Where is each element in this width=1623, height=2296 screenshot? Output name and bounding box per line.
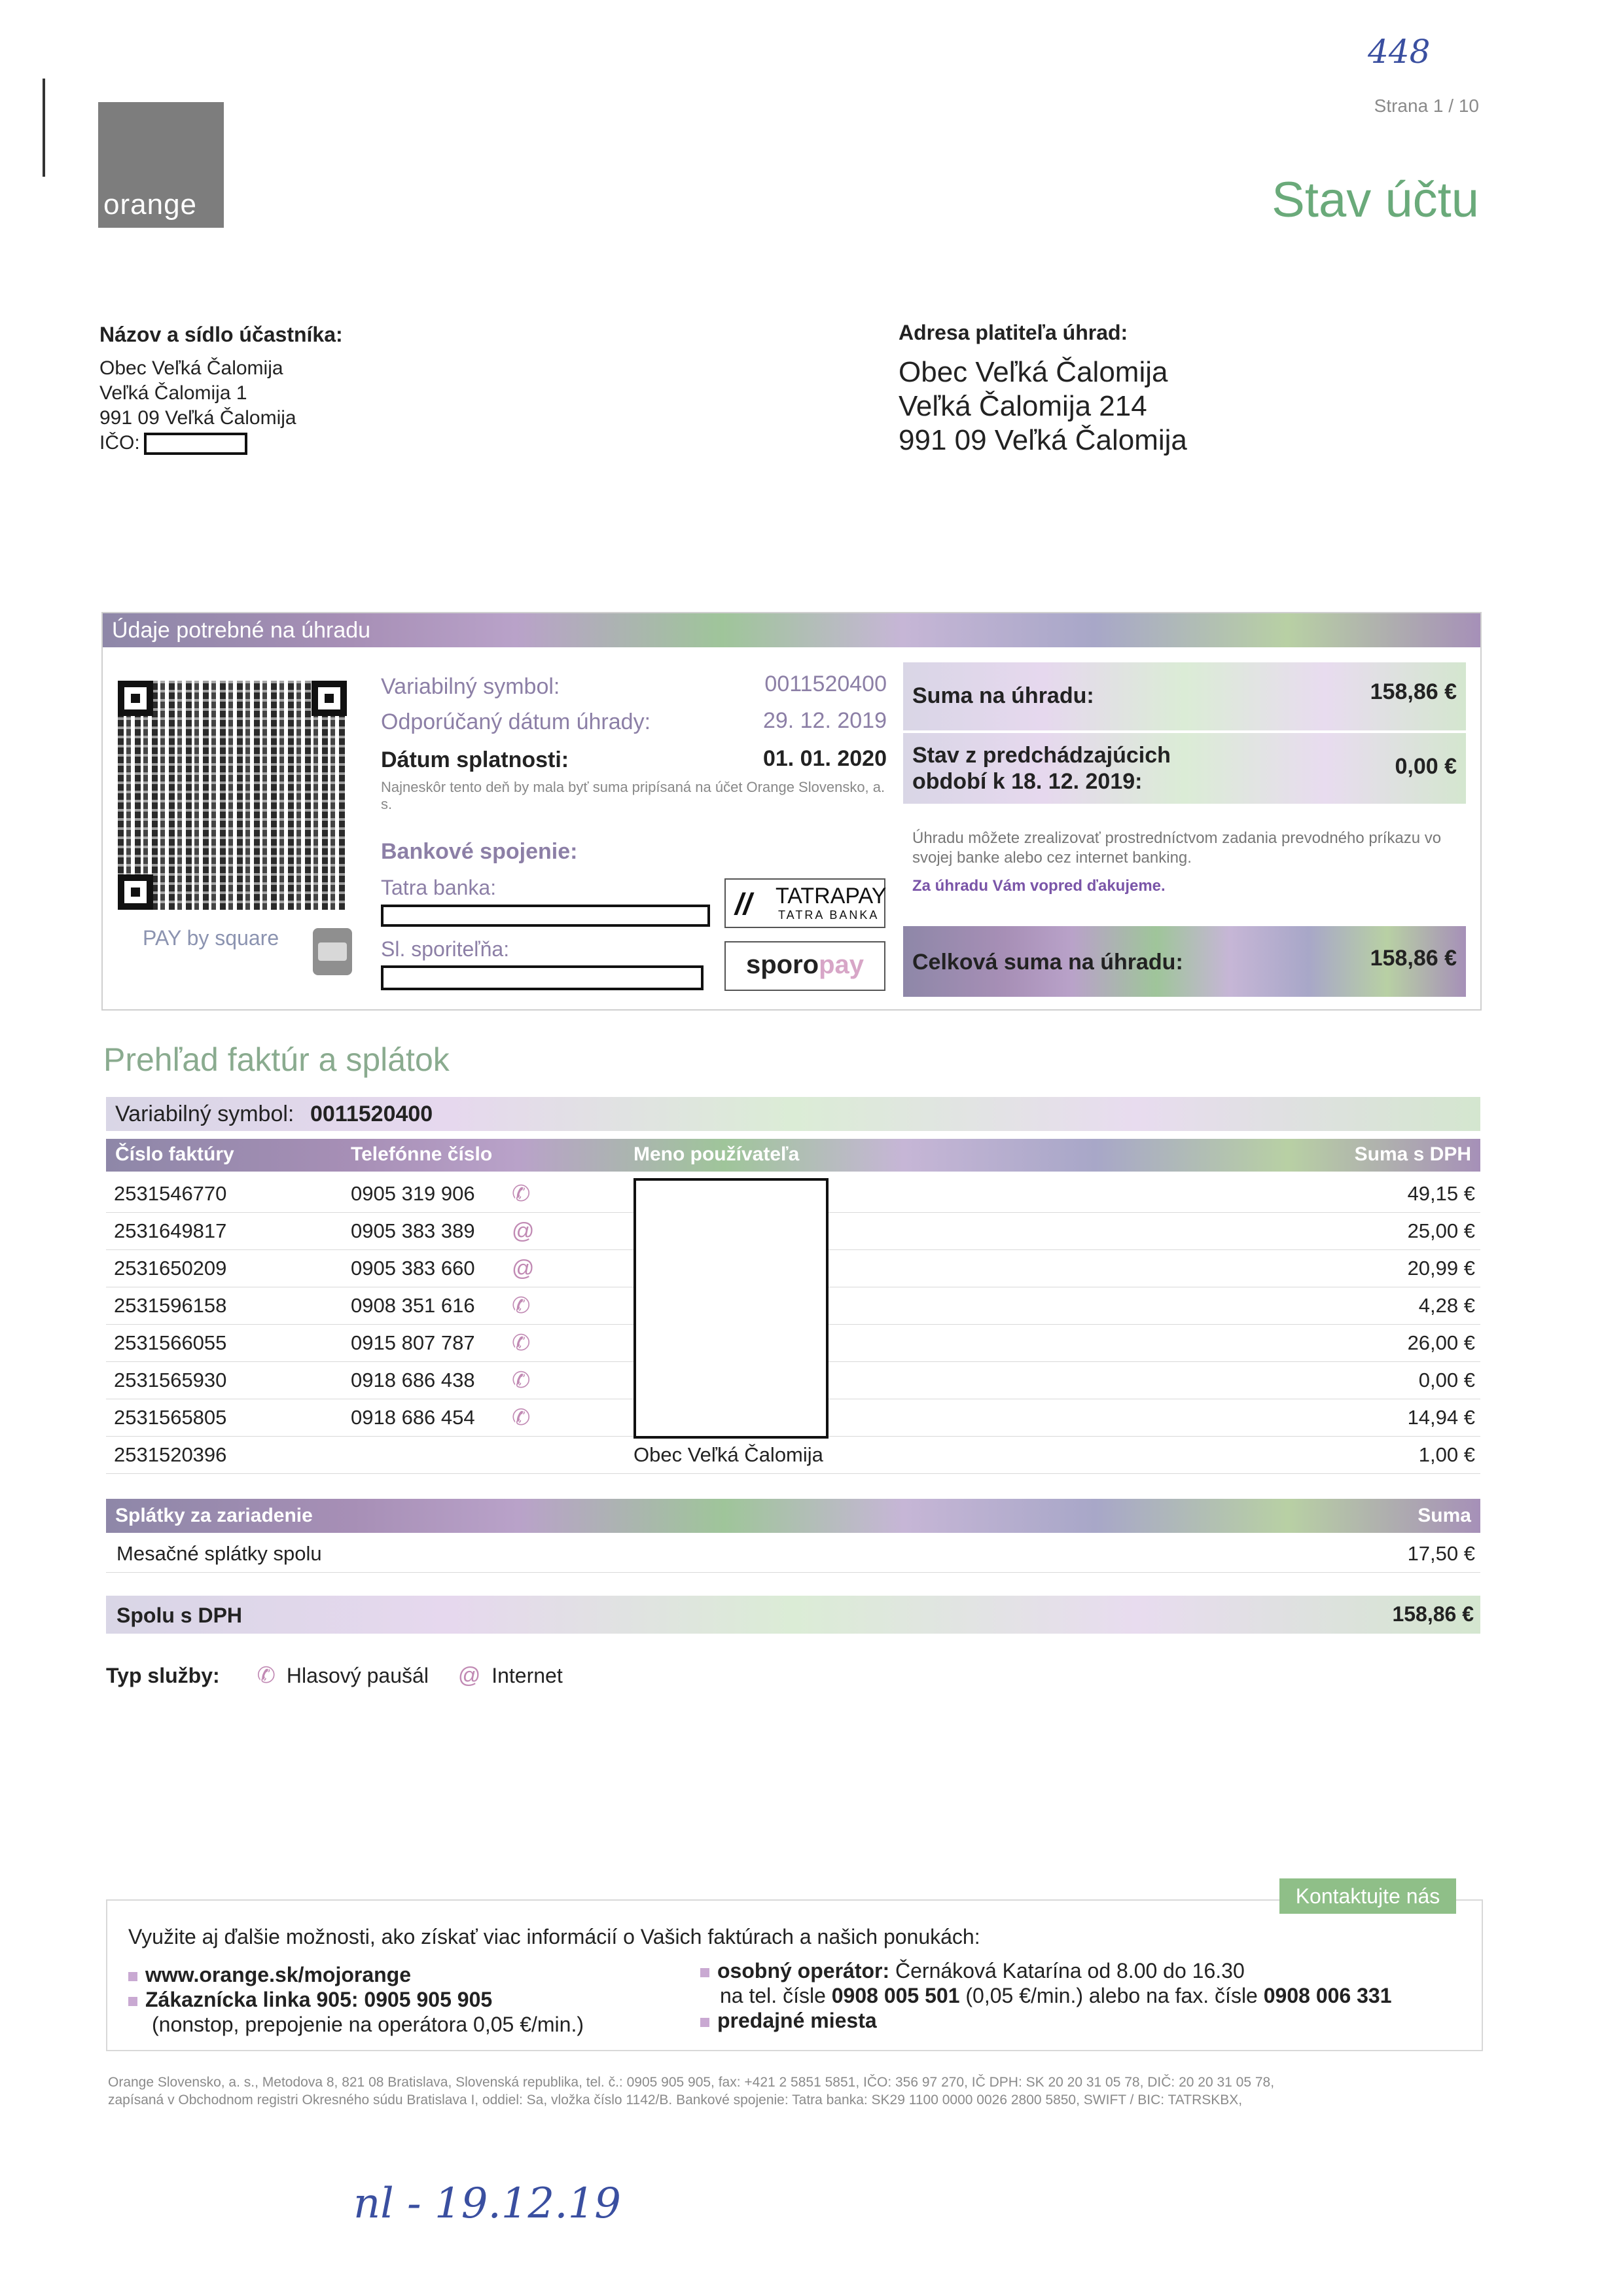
subscriber-street: Veľká Čalomija 1	[99, 382, 247, 404]
phone-number: 0905 319 906	[351, 1182, 475, 1205]
handwritten-number: 448	[1368, 33, 1431, 71]
operator-fax: 0908 006 331	[1263, 1984, 1392, 2007]
invoice-table-header	[106, 1139, 1480, 1172]
installments-row	[106, 1535, 1480, 1573]
qr-finder-tr	[312, 681, 347, 716]
total-value: 158,86 €	[1370, 946, 1457, 971]
col-user: Meno používateľa	[633, 1143, 800, 1165]
sporitelna-label: Sl. sporiteľňa:	[381, 937, 510, 961]
qr-code	[118, 681, 347, 910]
ico-redaction	[144, 433, 247, 455]
previous-balance-box	[903, 733, 1466, 804]
contact-right	[700, 1958, 1391, 2033]
hotline-note: (nonstop, prepojenie na operátora 0,05 €/min.)	[152, 2013, 584, 2036]
bullet-icon	[128, 1972, 137, 1981]
operator-text: Černáková Katarína od 8.00 do 16.30	[895, 1959, 1245, 1982]
payer-street: Veľká Čalomija 214	[899, 390, 1147, 422]
table-row	[106, 1437, 1480, 1474]
operator-phone-mid: (0,05 €/min.) alebo na fax. čísle	[965, 1984, 1258, 2007]
bullet-icon	[128, 1997, 137, 2006]
user-names-redaction	[633, 1178, 829, 1439]
payer-block	[899, 321, 1187, 457]
invoice-amount: 25,00 €	[1407, 1219, 1475, 1242]
payment-band	[103, 613, 1480, 647]
footer	[108, 2073, 1482, 2109]
phone-icon: ✆	[512, 1293, 531, 1318]
invoice-number: 2531596158	[114, 1294, 227, 1317]
subscriber-label: Názov a sídlo účastníka:	[99, 323, 343, 346]
invoice-amount: 14,94 €	[1407, 1406, 1475, 1429]
service-legend	[106, 1662, 563, 1689]
pay-by-square-label: PAY by square	[143, 926, 279, 950]
contact-tab[interactable]: Kontaktujte nás	[1279, 1878, 1456, 1914]
col-phone: Telefónne číslo	[351, 1143, 493, 1165]
total-vat-band	[106, 1596, 1480, 1634]
sporitelna-account-redaction	[381, 965, 704, 990]
logo-text: orange	[103, 188, 198, 221]
phone-number: 0905 383 389	[351, 1219, 475, 1242]
recommended-date-value: 29. 12. 2019	[762, 708, 887, 733]
vs-label: Variabilný symbol:	[115, 1102, 294, 1126]
phone-number: 0918 686 454	[351, 1406, 475, 1429]
subscriber-block	[99, 323, 343, 456]
sum-value: 158,86 €	[1370, 679, 1457, 704]
phone-number: 0905 383 660	[351, 1257, 475, 1280]
payment-band-title: Údaje potrebné na úhradu	[112, 618, 371, 643]
internet-at-icon: @	[512, 1219, 535, 1244]
variable-symbol-value: 0011520400	[764, 672, 887, 696]
tatrapay-main: TATRAPAY	[776, 884, 887, 908]
invoice-number: 2531566055	[114, 1331, 227, 1354]
handwritten-date: nl - 19.12.19	[353, 2179, 621, 2228]
page-number: Strana 1 / 10	[1374, 96, 1479, 116]
vs-value: 0011520400	[310, 1102, 433, 1126]
subscriber-city: 991 09 Veľká Čalomija	[99, 407, 296, 429]
orange-logo	[98, 102, 224, 228]
variable-symbol-label: Variabilný symbol:	[381, 674, 560, 699]
bullet-icon	[700, 2018, 709, 2027]
phone-number: 0918 686 438	[351, 1369, 475, 1391]
internet-at-icon: @	[457, 1663, 481, 1688]
payment-thanks: Za úhradu Vám vopred ďakujeme.	[912, 877, 1166, 895]
legend-voice: Hlasový paušál	[286, 1664, 429, 1687]
contact-intro: Využite aj ďalšie možnosti, ako získať viac informácií o Vašich faktúrach a našich ponukách:	[128, 1925, 980, 1948]
invoice-amount: 20,99 €	[1407, 1257, 1475, 1280]
invoice-number: 2531546770	[114, 1182, 227, 1205]
qr-finder-tl	[118, 681, 153, 716]
col-amount: Suma s DPH	[1354, 1143, 1471, 1165]
payer-name: Obec Veľká Čalomija	[899, 356, 1168, 388]
due-date-label: Dátum splatnosti:	[381, 747, 569, 772]
sum-label: Suma na úhradu:	[912, 683, 1094, 708]
previous-balance-label-2: období k 18. 12. 2019:	[912, 769, 1143, 794]
recommended-date-label: Odporúčaný dátum úhrady:	[381, 709, 651, 734]
installments-col-sum: Suma	[1418, 1505, 1471, 1526]
footer-line-1: Orange Slovensko, a. s., Metodova 8, 821 08 Bratislava, Slovenská republika, tel. č.: 0905 905 905, fax: +421 2 5851 5851, IČO: 356 97 270, IČ DPH: SK 20 20 31 05 78, DIČ: 20 20 31 05 78,	[108, 2075, 1275, 2090]
page-title: Stav účtu	[1272, 172, 1479, 228]
phone-icon: ✆	[512, 1181, 531, 1206]
legend-internet: Internet	[491, 1664, 563, 1687]
col-invoice: Číslo faktúry	[115, 1143, 234, 1165]
installments-title: Splátky za zariadenie	[115, 1505, 313, 1526]
operator-phone: 0908 005 501	[831, 1984, 960, 2007]
invoice-number: 2531565930	[114, 1369, 227, 1391]
qr-finder-bl	[118, 874, 153, 910]
invoice-amount: 0,00 €	[1418, 1369, 1475, 1391]
installments-label: Mesačné splátky spolu	[116, 1542, 322, 1565]
phone-number: 0908 351 616	[351, 1294, 475, 1317]
total-vat-value: 158,86 €	[1392, 1602, 1474, 1626]
payer-label: Adresa platiteľa úhrad:	[899, 321, 1128, 344]
ico-label: IČO:	[99, 432, 140, 454]
tatrapay-sub: TATRA BANKA	[778, 908, 880, 922]
sporopay-a: sporo	[745, 950, 819, 979]
subscriber-name: Obec Veľká Čalomija	[99, 357, 283, 379]
user-name: Obec Veľká Čalomija	[633, 1443, 823, 1466]
invoice-number: 2531650209	[114, 1257, 227, 1280]
previous-balance-label	[912, 742, 1171, 795]
phone-icon: ✆	[512, 1368, 531, 1393]
previous-balance-value: 0,00 €	[1395, 754, 1457, 779]
invoice-amount: 26,00 €	[1407, 1331, 1475, 1354]
tatrapay-slash-icon: //	[735, 887, 752, 921]
invoices-section-title: Prehľad faktúr a splátok	[103, 1041, 450, 1078]
total-vat-label: Spolu s DPH	[116, 1604, 243, 1627]
invoice-amount: 4,28 €	[1418, 1294, 1475, 1317]
operator-label: osobný operátor:	[717, 1959, 890, 1982]
phone-icon: ✆	[512, 1331, 531, 1355]
contact-left	[128, 1962, 584, 2037]
invoice-amount: 1,00 €	[1418, 1443, 1475, 1466]
subscriber-ico	[99, 431, 343, 456]
phone-number: 0915 807 787	[351, 1331, 475, 1354]
sporopay-b: pay	[819, 950, 865, 979]
tatrapay-button[interactable]	[724, 878, 885, 928]
due-date-value: 01. 01. 2020	[762, 746, 887, 771]
payment-info: Úhradu môžete zrealizovať prostredníctvom zadania prevodného príkazu vo svojej banke alebo cez internet banking.	[912, 829, 1442, 867]
total-label: Celková suma na úhradu:	[912, 950, 1183, 975]
installments-value: 17,50 €	[1407, 1542, 1475, 1565]
payer-city: 991 09 Veľká Čalomija	[899, 424, 1187, 456]
due-date-note: Najneskôr tento deň by mala byť suma pripísaná na účet Orange Slovensko, a. s.	[381, 779, 885, 812]
invoice-amount: 49,15 €	[1407, 1182, 1475, 1205]
phone-icon: ✆	[257, 1663, 276, 1688]
sum-box	[903, 662, 1466, 730]
internet-at-icon: @	[512, 1256, 535, 1281]
pay-by-square-icon	[313, 928, 352, 975]
installments-band	[106, 1499, 1480, 1533]
hotline: Zákaznícka linka 905: 0905 905 905	[145, 1988, 493, 2011]
bank-label: Bankové spojenie:	[381, 839, 578, 864]
operator-phone-pre: na tel. čísle	[720, 1984, 826, 2007]
previous-balance-label-1: Stav z predchádzajúcich	[912, 743, 1171, 768]
web-link[interactable]: www.orange.sk/mojorange	[145, 1963, 412, 1986]
footer-line-2: zapísaná v Obchodnom registri Okresného súdu Bratislava I, oddiel: Sa, vložka číslo 1142/B. Bankové spojenie: Tatra banka: SK29 1100 0000 0026 2800 5850, SWIFT / BIC: TATRSKBX,	[108, 2092, 1243, 2108]
margin-mark	[43, 79, 45, 177]
legend-label: Typ služby:	[106, 1664, 220, 1687]
invoice-number: 2531565805	[114, 1406, 227, 1429]
invoice-number: 2531520396	[114, 1443, 227, 1466]
sporopay-button[interactable]	[724, 941, 885, 991]
phone-icon: ✆	[512, 1405, 531, 1430]
total-box	[903, 926, 1466, 997]
stores-link[interactable]: predajné miesta	[717, 2009, 877, 2032]
vs-band	[106, 1097, 1480, 1131]
invoice-number: 2531649817	[114, 1219, 227, 1242]
bullet-icon	[700, 1968, 709, 1977]
tatra-account-redaction	[381, 905, 710, 927]
tatra-bank-label: Tatra banka:	[381, 876, 497, 899]
